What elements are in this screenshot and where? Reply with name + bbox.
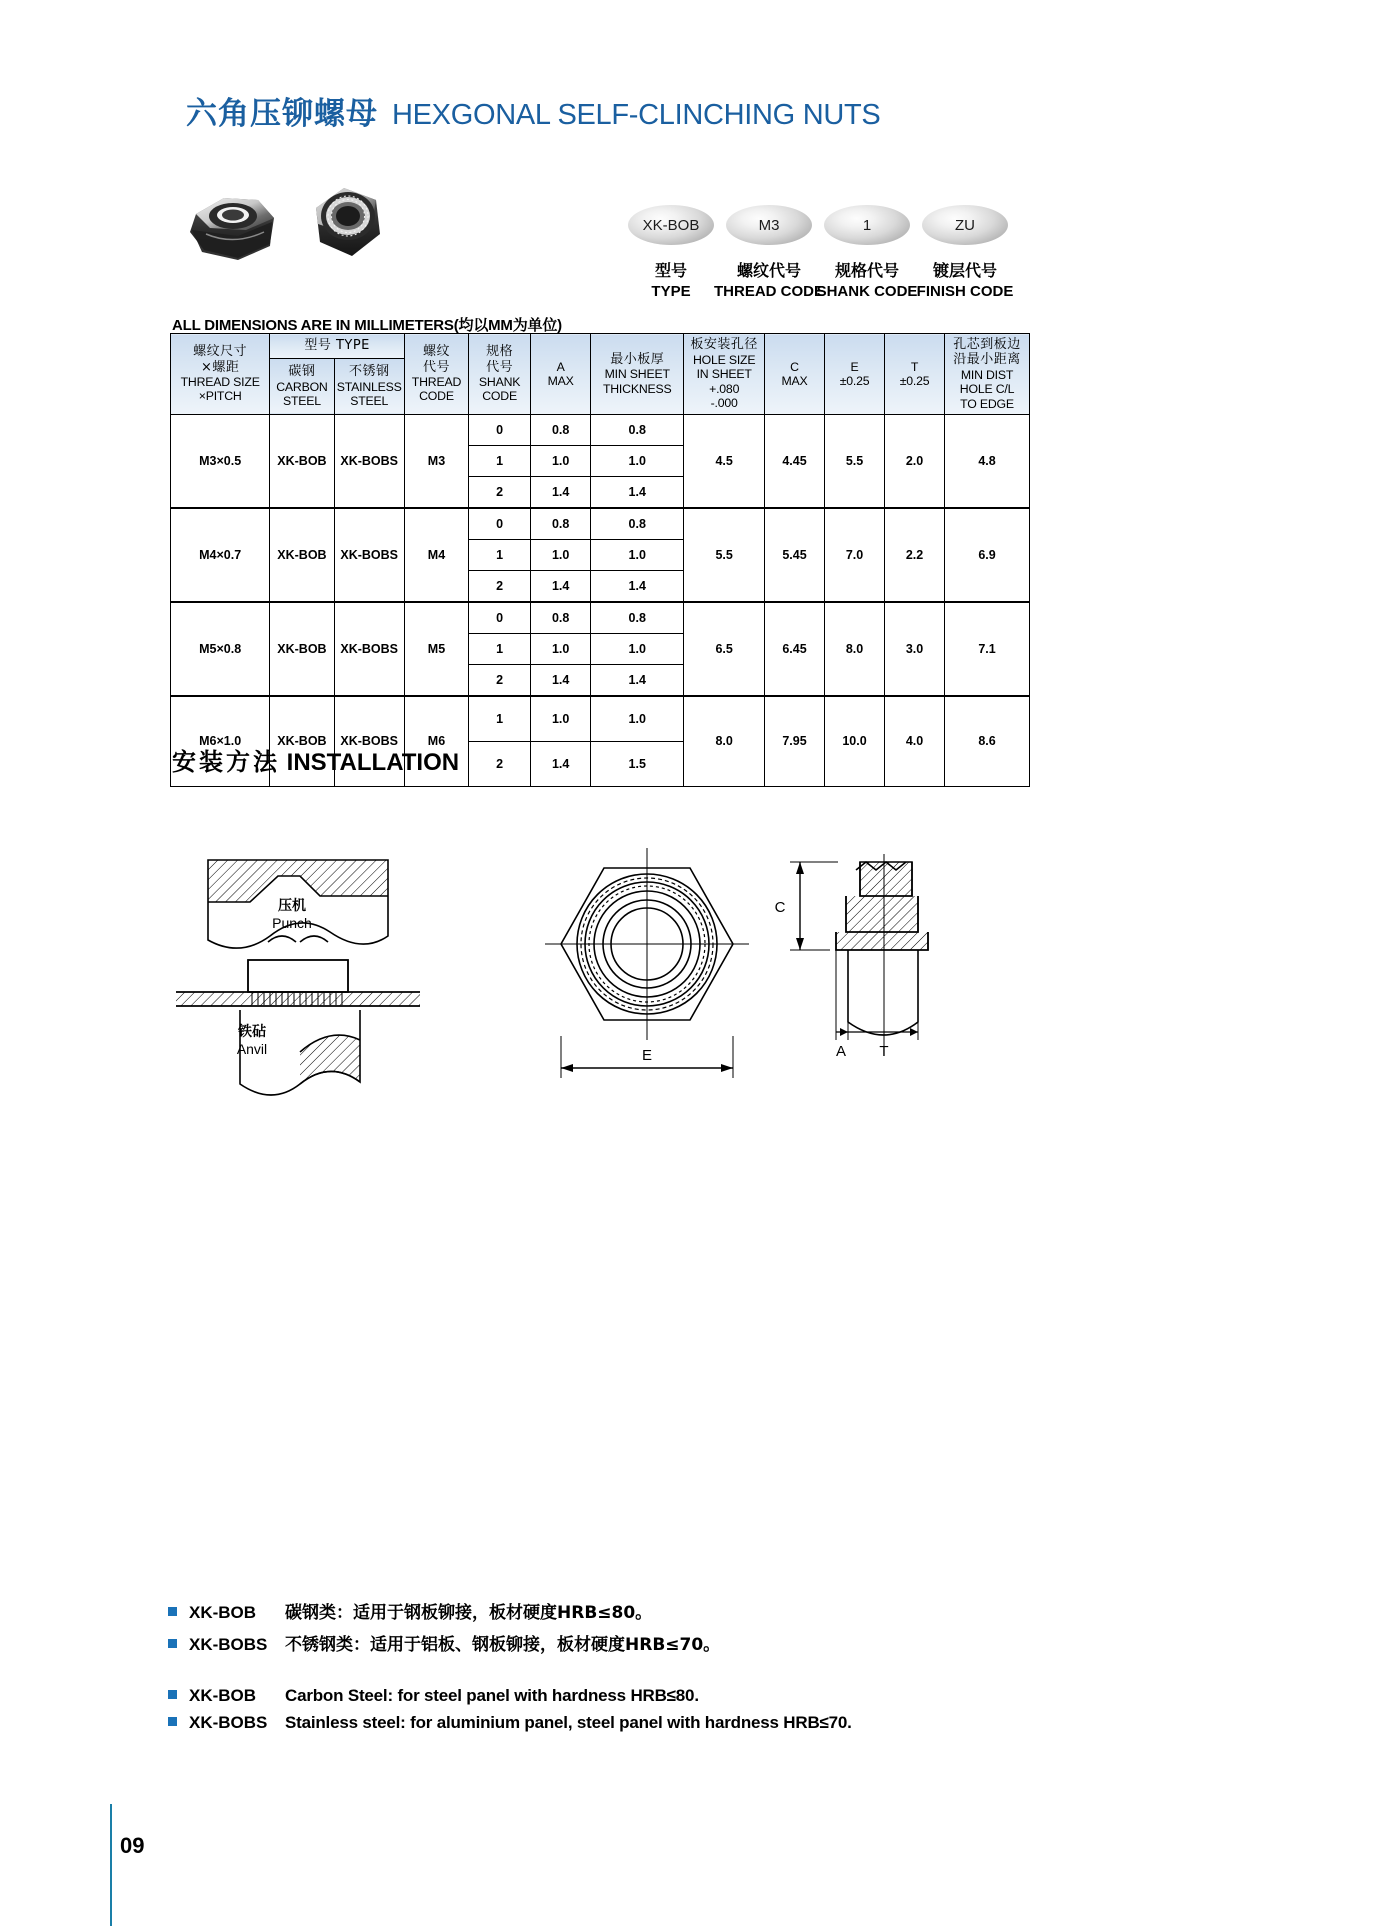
hex-nut-photo-left [190, 198, 274, 260]
part-code-item-thread [714, 205, 825, 300]
cell-thread-code: M4 [404, 508, 468, 602]
bullet-icon [168, 1717, 177, 1726]
cell-thread-code: M5 [404, 602, 468, 696]
cell-carbon: XK-BOB [270, 415, 334, 509]
cell-min-sheet: 0.8 [591, 602, 684, 634]
cell-hole-size: 5.5 [684, 508, 765, 602]
badge-label-en-thread: THREAD CODE [714, 283, 825, 300]
cell-shank: 2 [469, 665, 531, 697]
cell-t: 2.2 [885, 508, 945, 602]
part-code-item-finish [916, 205, 1014, 300]
part-code-legend [628, 205, 1014, 300]
cell-a-max: 0.8 [531, 508, 591, 540]
punch-label-cn: 压机 [278, 898, 306, 914]
table-body [171, 415, 1030, 787]
cell-a-max: 1.0 [531, 540, 591, 571]
cell-carbon: XK-BOB [270, 696, 334, 787]
header-type-group: 型号 TYPE [270, 334, 405, 359]
table-header-row-1 [171, 334, 1030, 359]
cell-a-max: 1.4 [531, 477, 591, 509]
cell-thread-size: M5×0.8 [171, 602, 270, 696]
cell-shank: 2 [469, 571, 531, 603]
cell-t: 2.0 [885, 415, 945, 509]
note-line [168, 1713, 852, 1733]
installation-heading [172, 742, 459, 777]
table-row [171, 508, 1030, 540]
badge-label-cn-finish: 镀层代号 [932, 261, 997, 280]
dimension-label-t: T [879, 1043, 889, 1060]
cell-min-sheet: 1.4 [591, 477, 684, 509]
cell-shank: 1 [469, 634, 531, 665]
cell-shank: 2 [469, 477, 531, 509]
cell-min-sheet: 1.0 [591, 696, 684, 742]
cell-shank: 0 [469, 508, 531, 540]
cell-c-max: 4.45 [765, 415, 825, 509]
cell-stainless: XK-BOBS [334, 415, 404, 509]
note-text: 碳钢类：适用于钢板铆接，板材硬度HRB≤80。 [285, 1603, 653, 1623]
badge-value-finish: ZU [922, 205, 1008, 245]
punch-label-en: Punch [272, 915, 312, 931]
cell-a-max: 0.8 [531, 415, 591, 446]
notes-english [168, 1686, 852, 1740]
installation-heading-en: INSTALLATION [286, 749, 460, 776]
cell-min-sheet: 0.8 [591, 508, 684, 540]
anvil-label-en: Anvil [236, 1041, 268, 1057]
cell-shank: 1 [469, 446, 531, 477]
cell-min-sheet: 1.4 [591, 571, 684, 603]
side-section-diagram [790, 854, 928, 1046]
installation-diagrams [0, 840, 1400, 1180]
page-number: 09 [120, 1833, 145, 1858]
cell-c-max: 7.95 [765, 696, 825, 787]
header-stainless-steel: 不锈钢 STAINLESS STEEL [334, 358, 404, 415]
page-title-chinese: 六角压铆螺母 [186, 96, 378, 132]
hex-nut-photo-right [316, 188, 380, 256]
cell-c-max: 6.45 [765, 602, 825, 696]
note-text: Carbon Steel: for steel panel with hardness HRB≤80. [285, 1686, 699, 1705]
part-code-item-shank [816, 205, 918, 300]
cell-a-max: 1.0 [531, 634, 591, 665]
note-code: XK-BOB [189, 1686, 257, 1705]
cell-stainless: XK-BOBS [334, 508, 404, 602]
header-carbon-steel: 碳钢 CARBON STEEL [270, 358, 334, 415]
cell-shank: 0 [469, 415, 531, 446]
cell-shank: 2 [469, 742, 531, 787]
header-thread-size: 螺纹尺寸 ×螺距 THREAD SIZE ×PITCH [171, 334, 270, 415]
cell-edge: 8.6 [945, 696, 1030, 787]
cell-edge: 6.9 [945, 508, 1030, 602]
cell-thread-code: M6 [404, 696, 468, 787]
hex-top-view-diagram [545, 848, 749, 1078]
cell-min-sheet: 1.0 [591, 634, 684, 665]
dimension-label-e: E [641, 1047, 653, 1064]
note-text: 不锈钢类：适用于铝板、钢板铆接，板材硬度HRB≤70。 [285, 1635, 721, 1655]
page-title-english: HEXGONAL SELF-CLINCHING NUTS [392, 99, 881, 131]
cell-a-max: 1.0 [531, 446, 591, 477]
header-t: T ±0.25 [885, 334, 945, 415]
cell-edge: 7.1 [945, 602, 1030, 696]
badge-label-cn-thread: 螺纹代号 [736, 261, 801, 280]
badge-label-en-type: TYPE [651, 283, 691, 300]
cell-shank: 0 [469, 602, 531, 634]
note-code: XK-BOBS [189, 1713, 268, 1732]
cell-carbon: XK-BOB [270, 508, 334, 602]
dimension-label-a: A [835, 1043, 847, 1060]
header-hole-size: 板安装孔径 HOLE SIZE IN SHEET +.080 -.000 [684, 334, 765, 415]
cell-min-sheet: 1.0 [591, 540, 684, 571]
badge-label-cn-shank: 规格代号 [834, 261, 899, 280]
cell-hole-size: 8.0 [684, 696, 765, 787]
cell-c-max: 5.45 [765, 508, 825, 602]
cell-a-max: 0.8 [531, 602, 591, 634]
note-text: Stainless steel: for aluminium panel, steel panel with hardness HRB≤70. [285, 1713, 852, 1732]
cell-e: 8.0 [825, 602, 885, 696]
dimensions-note: ALL DIMENSIONS ARE IN MILLIMETERS(均以MM为单位) [172, 317, 562, 334]
cell-a-max: 1.0 [531, 696, 591, 742]
cell-hole-size: 4.5 [684, 415, 765, 509]
part-code-item-type [628, 205, 714, 300]
cell-thread-size: M3×0.5 [171, 415, 270, 509]
cell-a-max: 1.4 [531, 665, 591, 697]
badge-value-thread: M3 [726, 205, 812, 245]
punch-anvil-diagram [176, 860, 420, 1095]
anvil-label-cn: 铁砧 [238, 1024, 266, 1040]
header-shank-code: 规格 代号 SHANK CODE [469, 334, 531, 415]
cell-min-sheet: 0.8 [591, 415, 684, 446]
note-line [168, 1598, 720, 1623]
notes-chinese [168, 1598, 720, 1662]
cell-stainless: XK-BOBS [334, 602, 404, 696]
cell-stainless: XK-BOBS [334, 696, 404, 787]
header-thread-code: 螺纹 代号 THREAD CODE [404, 334, 468, 415]
cell-shank: 1 [469, 540, 531, 571]
note-line [168, 1630, 720, 1655]
note-code: XK-BOB [189, 1603, 257, 1622]
cell-t: 4.0 [885, 696, 945, 787]
cell-e: 5.5 [825, 415, 885, 509]
cell-min-sheet: 1.0 [591, 446, 684, 477]
cell-thread-size: M4×0.7 [171, 508, 270, 602]
badge-value-shank: 1 [824, 205, 910, 245]
cell-a-max: 1.4 [531, 571, 591, 603]
header-e: E ±0.25 [825, 334, 885, 415]
table-row [171, 415, 1030, 446]
cell-thread-size: M6×1.0 [171, 696, 270, 787]
header-min-dist-to-edge: 孔芯到板边 沿最小距离 MIN DIST HOLE C/L TO EDGE [945, 334, 1030, 415]
header-c-max: C MAX [765, 334, 825, 415]
product-photos [178, 178, 428, 288]
note-code: XK-BOBS [189, 1635, 268, 1654]
installation-heading-cn: 安装方法 [172, 748, 280, 776]
header-a-max: A MAX [531, 334, 591, 415]
cell-e: 10.0 [825, 696, 885, 787]
cell-shank: 1 [469, 696, 531, 742]
badge-label-en-finish: FINISH CODE [916, 283, 1014, 300]
cell-e: 7.0 [825, 508, 885, 602]
bullet-icon [168, 1607, 177, 1616]
cell-thread-code: M3 [404, 415, 468, 509]
bullet-icon [168, 1690, 177, 1699]
bullet-icon [168, 1639, 177, 1648]
badge-label-cn-type: 型号 [654, 261, 687, 280]
header-min-sheet-thickness: 最小板厚 MIN SHEET THICKNESS [591, 334, 684, 415]
table-row [171, 602, 1030, 634]
cell-hole-size: 6.5 [684, 602, 765, 696]
cell-a-max: 1.4 [531, 742, 591, 787]
table-row [171, 696, 1030, 742]
specifications-table [170, 333, 1030, 787]
cell-t: 3.0 [885, 602, 945, 696]
cell-carbon: XK-BOB [270, 602, 334, 696]
cell-min-sheet: 1.4 [591, 665, 684, 697]
badge-value-type: XK-BOB [628, 205, 714, 245]
badge-label-en-shank: SHANK CODE [816, 283, 918, 300]
cell-min-sheet: 1.5 [591, 742, 684, 787]
cell-edge: 4.8 [945, 415, 1030, 509]
note-line [168, 1686, 852, 1706]
page-title [186, 88, 880, 133]
dimension-label-c: C [774, 899, 786, 916]
footer-rule [110, 1804, 112, 1926]
